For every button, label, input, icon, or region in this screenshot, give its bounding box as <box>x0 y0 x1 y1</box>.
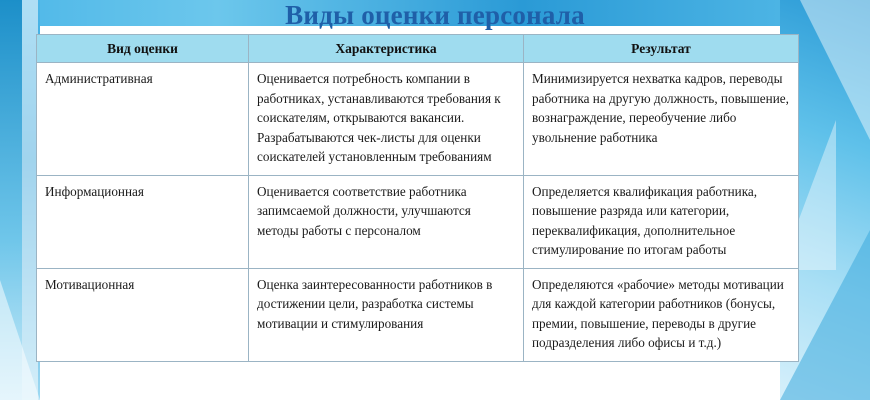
page-title: Виды оценки персонала <box>285 0 585 30</box>
table-row <box>37 63 799 176</box>
column-header-result: Результат <box>524 35 799 63</box>
cell-characteristic: Оценивается потребность компании в работниках, устанавливаются требования к соискателям, открываются вакансии. Разрабатываются чек-листы для оценки соискателей установленным требованиям <box>249 63 524 176</box>
table-row <box>37 268 799 361</box>
table-row <box>37 175 799 268</box>
cell-type: Мотивационная <box>37 268 249 361</box>
cell-result: Определяется квалификация работника, повышение разряда или категории, переквалификация, дополнительное стимулирование по итогам работы <box>524 175 799 268</box>
cell-characteristic: Оценка заинтересованности работников в достижении цели, разработка системы мотивации и стимулирования <box>249 268 524 361</box>
cell-type: Административная <box>37 63 249 176</box>
cell-characteristic: Оценивается соответствие работника запимсаемой должности, улучшаются методы работы с персоналом <box>249 175 524 268</box>
evaluation-types-table <box>36 34 799 362</box>
column-header-type: Вид оценки <box>37 35 249 63</box>
cell-result: Минимизируется нехватка кадров, переводы работника на другую должность, повышение, вознаграждение, переобучение либо увольнение работника <box>524 63 799 176</box>
cell-result: Определяются «рабочие» методы мотивации для каждой категории работников (бонусы, премии, повышение, переводы в другие подразделения либо офисы и т.д.) <box>524 268 799 361</box>
column-header-characteristic: Характеристика <box>249 35 524 63</box>
table-header-row <box>37 35 799 63</box>
cell-type: Информационная <box>37 175 249 268</box>
